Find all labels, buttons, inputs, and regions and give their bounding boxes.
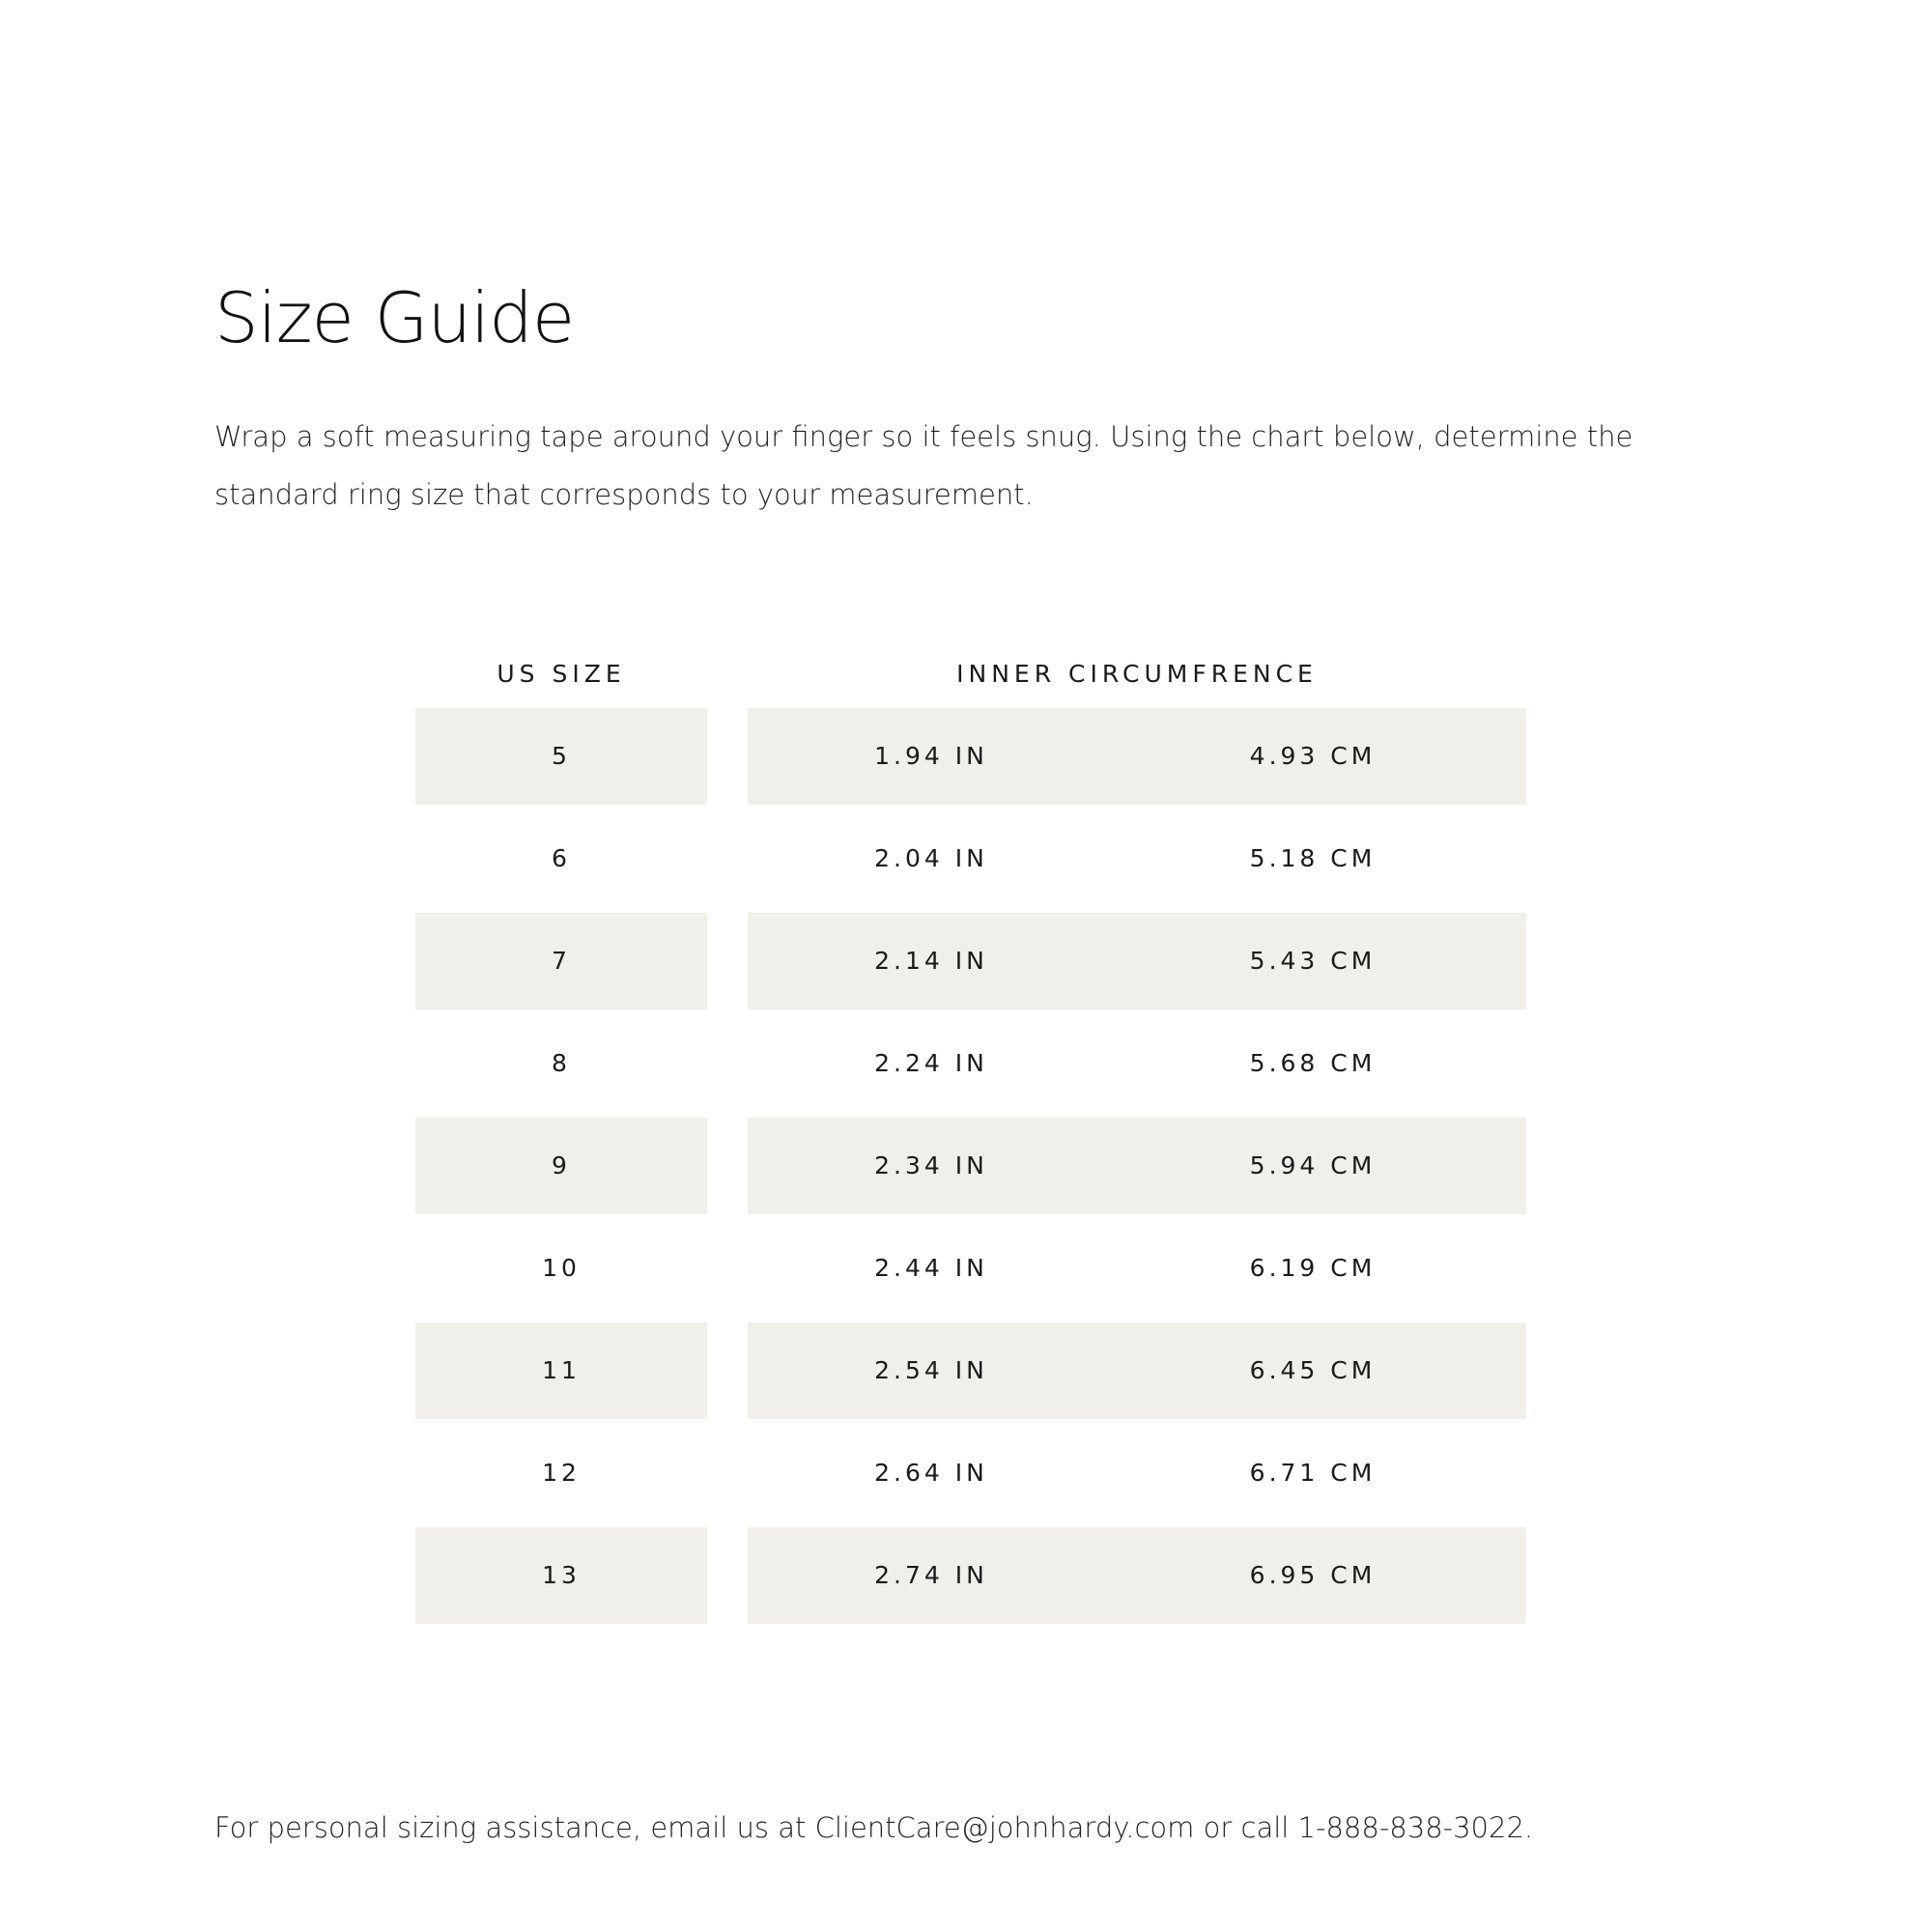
page-title: Size Guide bbox=[214, 277, 575, 358]
cm-value: 5.68 CM bbox=[1249, 1049, 1377, 1077]
cm-value: 4.93 CM bbox=[1249, 742, 1377, 770]
header-inner-circumference: INNER CIRCUMFRENCE bbox=[956, 660, 1318, 688]
size-cell: 9 bbox=[415, 1118, 707, 1214]
circumference-cell bbox=[748, 810, 1526, 907]
cm-value: 5.43 CM bbox=[1249, 947, 1377, 975]
circumference-cell bbox=[748, 1015, 1526, 1112]
circumference-cell bbox=[748, 1220, 1526, 1317]
size-table bbox=[415, 645, 1526, 1589]
table-row bbox=[415, 1012, 1526, 1115]
circumference-cell bbox=[748, 913, 1526, 1009]
inches-value: 2.74 IN bbox=[874, 1561, 988, 1589]
inches-value: 2.24 IN bbox=[874, 1049, 988, 1077]
cm-value: 6.95 CM bbox=[1249, 1561, 1377, 1589]
intro-text: Wrap a soft measuring tape around your finger so it feels snug. Using the chart below, determine the standard ring size that corresponds to your measurement. bbox=[214, 420, 1634, 511]
sizing-assistance-text: For personal sizing assistance, email us at ClientCare@johnhardy.com or call 1-888-838-3022. bbox=[214, 1811, 1534, 1844]
circumference-cell bbox=[748, 1118, 1526, 1214]
size-cell: 5 bbox=[415, 708, 707, 805]
table-row bbox=[415, 1320, 1526, 1422]
table-row bbox=[415, 1524, 1526, 1627]
table-row bbox=[415, 1422, 1526, 1524]
inches-value: 2.64 IN bbox=[874, 1459, 988, 1487]
size-cell: 8 bbox=[552, 1049, 571, 1077]
cm-value: 6.19 CM bbox=[1249, 1254, 1377, 1282]
cm-value: 5.94 CM bbox=[1249, 1151, 1377, 1179]
table-header bbox=[415, 645, 1526, 703]
inches-value: 2.34 IN bbox=[874, 1151, 988, 1179]
inches-value: 1.94 IN bbox=[874, 742, 988, 770]
cm-value: 6.71 CM bbox=[1249, 1459, 1377, 1487]
cm-value: 6.45 CM bbox=[1249, 1356, 1377, 1384]
inches-value: 2.44 IN bbox=[874, 1254, 988, 1282]
size-cell: 13 bbox=[415, 1527, 707, 1624]
inches-value: 2.54 IN bbox=[874, 1356, 988, 1384]
header-us-size: US SIZE bbox=[497, 660, 626, 688]
cm-value: 5.18 CM bbox=[1249, 844, 1377, 872]
table-row bbox=[415, 910, 1526, 1012]
size-cell: 6 bbox=[552, 844, 571, 872]
circumference-cell bbox=[748, 1322, 1526, 1419]
size-cell: 7 bbox=[415, 913, 707, 1009]
size-cell: 11 bbox=[415, 1322, 707, 1419]
table-body bbox=[415, 705, 1526, 1627]
circumference-cell bbox=[748, 708, 1526, 805]
table-row bbox=[415, 705, 1526, 808]
table-row bbox=[415, 1115, 1526, 1217]
circumference-cell bbox=[748, 1425, 1526, 1521]
size-cell: 10 bbox=[542, 1254, 581, 1282]
inches-value: 2.14 IN bbox=[874, 947, 988, 975]
inches-value: 2.04 IN bbox=[874, 844, 988, 872]
table-row bbox=[415, 1217, 1526, 1320]
size-cell: 12 bbox=[542, 1459, 581, 1487]
circumference-cell bbox=[748, 1527, 1526, 1624]
table-row bbox=[415, 808, 1526, 910]
